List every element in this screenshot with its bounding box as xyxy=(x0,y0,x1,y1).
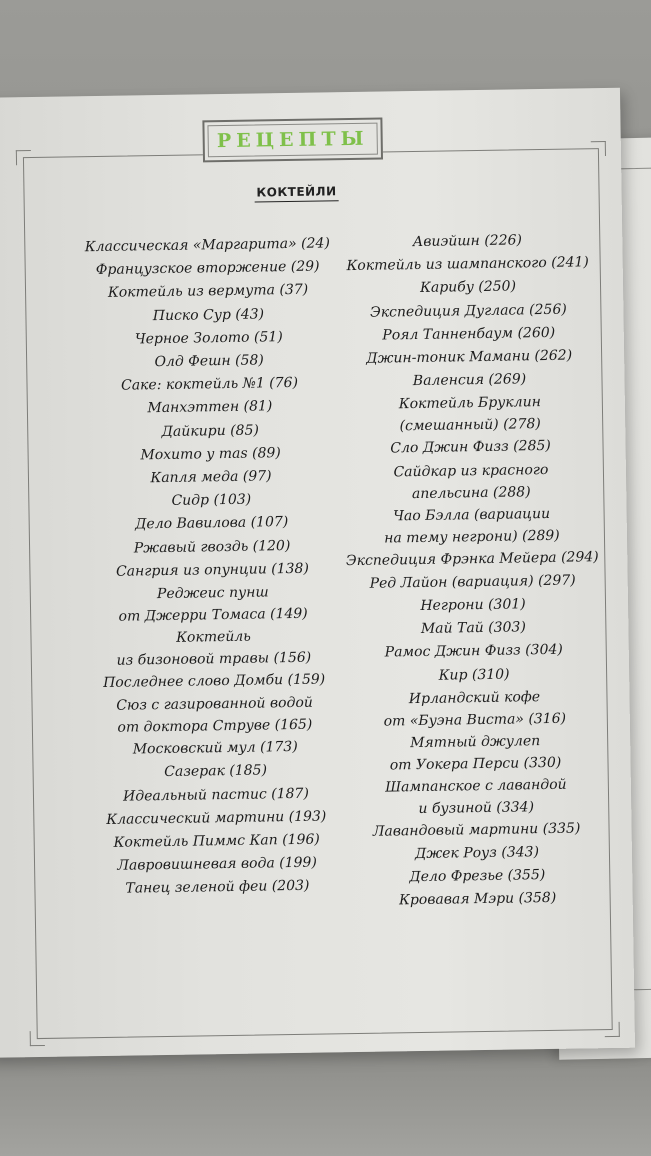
recipe-entry-line: Рамос Джин Физз (304) xyxy=(384,642,563,661)
recipe-entry-line: Экспедиция Фрэнка Мейера (294) xyxy=(345,548,599,569)
recipe-entry-line: Ржавый гвоздь (120) xyxy=(133,537,291,557)
recipe-entry xyxy=(326,458,617,507)
recipe-entry-line: Французское вторжение (29) xyxy=(95,258,320,279)
recipe-entry xyxy=(329,685,620,734)
recipe-entry xyxy=(326,502,617,551)
recipe-entry xyxy=(332,886,622,914)
recipe-entry xyxy=(72,828,362,856)
recipe-entry-line: от «Буэна Виста» (316) xyxy=(383,710,567,730)
recipe-entry-line: от Джерри Томаса (149) xyxy=(118,605,308,625)
recipe-entry-line: Капля меда (97) xyxy=(150,468,272,487)
frame-corner-ornament xyxy=(591,141,606,156)
section-title: РЕЦЕПТЫ xyxy=(216,127,369,153)
right-recipe-column xyxy=(322,228,623,914)
recipe-entry-line: Сангрия из опунции (138) xyxy=(115,560,309,580)
recipe-entry-line: Карибу (250) xyxy=(419,278,517,297)
frame-corner-ornament xyxy=(16,150,31,165)
recipe-entry-line: Валенсия (269) xyxy=(412,371,527,390)
recipe-entry-line: и бузиной (334) xyxy=(418,799,535,817)
recipe-entry-line: Саке: коктейль №1 (76) xyxy=(120,375,299,394)
left-recipe-column xyxy=(62,232,362,902)
recipe-entry-line: Сазерак (185) xyxy=(164,762,268,781)
recipe-entry-line: Кровавая Мэри (358) xyxy=(398,890,557,909)
recipe-entry-line: Мохито у mas (89) xyxy=(140,444,281,464)
recipe-entry-line: Сюз с газированной водой xyxy=(116,694,313,715)
recipe-entry xyxy=(331,773,622,822)
recipe-entry xyxy=(69,691,360,740)
section-title-box xyxy=(202,118,383,163)
recipe-entry-line: Коктейль Бруклин xyxy=(398,394,542,413)
recipe-entry xyxy=(328,569,618,597)
recipe-entry-line: Кир (310) xyxy=(438,666,510,684)
recipe-entry-line: Ирландский кофе xyxy=(408,688,541,708)
recipe-entry-line: Чао Бэлла (вариации xyxy=(393,505,551,525)
recipe-entry xyxy=(330,729,621,778)
recipe-entry xyxy=(68,624,359,673)
recipe-entry-line: Классический мартини (193) xyxy=(106,808,327,828)
recipe-entry-line: Реджеис пунш xyxy=(156,584,269,603)
recipe-entry-line: Танец зеленой феи (203) xyxy=(125,878,310,898)
recipe-entry-line: Роял Танненбаум (260) xyxy=(382,324,556,344)
recipe-entry-line: Ред Лайон (вариация) (297) xyxy=(369,572,576,592)
frame-corner-ornament xyxy=(30,1031,45,1046)
recipe-entry-line: Мятный джулеп xyxy=(409,732,541,752)
recipe-entry xyxy=(325,390,616,439)
recipe-entry-line: Классическая «Маргарита» (24) xyxy=(84,235,330,256)
recipe-entry-line: на тему негрони) (289) xyxy=(384,527,560,547)
recipe-entry-line: Негрони (301) xyxy=(420,596,526,615)
recipe-entry xyxy=(324,344,614,372)
recipe-entry-line: Джек Роуз (343) xyxy=(414,844,540,863)
recipe-entry-line: от доктора Струве (165) xyxy=(117,716,313,737)
recipe-entry-line: Коктейль из вермута (37) xyxy=(107,282,309,302)
recipe-entry-line: Джин-тоник Мамани (262) xyxy=(366,347,573,367)
recipe-entry-line: апельсина (288) xyxy=(411,483,531,502)
recipe-entry-line: Сло Джин Физз (285) xyxy=(390,438,551,457)
recipe-entry-line: Шампанское с лавандой xyxy=(385,776,567,796)
recipe-entry-line: Коктейль Пиммс Кап (196) xyxy=(113,831,320,851)
recipe-entry-line: Олд Фешн (58) xyxy=(154,352,264,371)
recipe-entry-line: из бизоновой травы (156) xyxy=(116,649,312,669)
recipe-entry-line: Экспедиция Дугласа (256) xyxy=(369,301,567,321)
desk-background xyxy=(0,1046,651,1156)
recipe-entry-line: Идеальный пастис (187) xyxy=(122,785,309,805)
recipe-entry xyxy=(331,817,621,845)
frame-corner-ornament xyxy=(605,1022,620,1037)
book-page xyxy=(0,88,635,1058)
recipe-entry-line: Последнее слово Домби (159) xyxy=(103,671,326,692)
recipe-entry-line: Сайдкар из красного xyxy=(393,461,549,481)
recipe-entry-line: Дело Фрезье (355) xyxy=(409,867,546,886)
recipe-entry-line: Дайкири (85) xyxy=(161,422,260,440)
recipe-entry-line: Дело Вавилова (107) xyxy=(134,514,289,533)
recipe-entry-line: Коктейль из шампанского (241) xyxy=(346,254,589,275)
recipe-entry-line: (смешанный) (278) xyxy=(399,416,541,435)
recipe-entry-line: Авиэйшн (226) xyxy=(412,232,523,251)
recipe-entry-line: Коктейль xyxy=(176,628,251,646)
recipe-entry-line: Черное Золото (51) xyxy=(134,328,283,348)
subtitle-text: КОКТЕЙЛИ xyxy=(254,184,339,202)
recipe-entry-line: Манхэттен (81) xyxy=(147,398,273,417)
recipe-entry xyxy=(69,668,359,696)
recipe-entry xyxy=(68,580,359,629)
recipe-entry-line: Московский мул (173) xyxy=(132,739,298,758)
recipe-entry-line: Лавровишневая вода (199) xyxy=(117,854,317,875)
recipe-entry-line: Май Тай (303) xyxy=(420,619,526,638)
recipe-entry xyxy=(72,874,362,902)
recipe-entry-line: Сидр (103) xyxy=(171,491,252,510)
recipe-entry-line: от Уокера Перси (330) xyxy=(389,754,562,774)
recipe-entry-line: Писко Сур (43) xyxy=(152,306,265,324)
recipe-entry-line: Лавандовый мартини (335) xyxy=(372,820,581,840)
